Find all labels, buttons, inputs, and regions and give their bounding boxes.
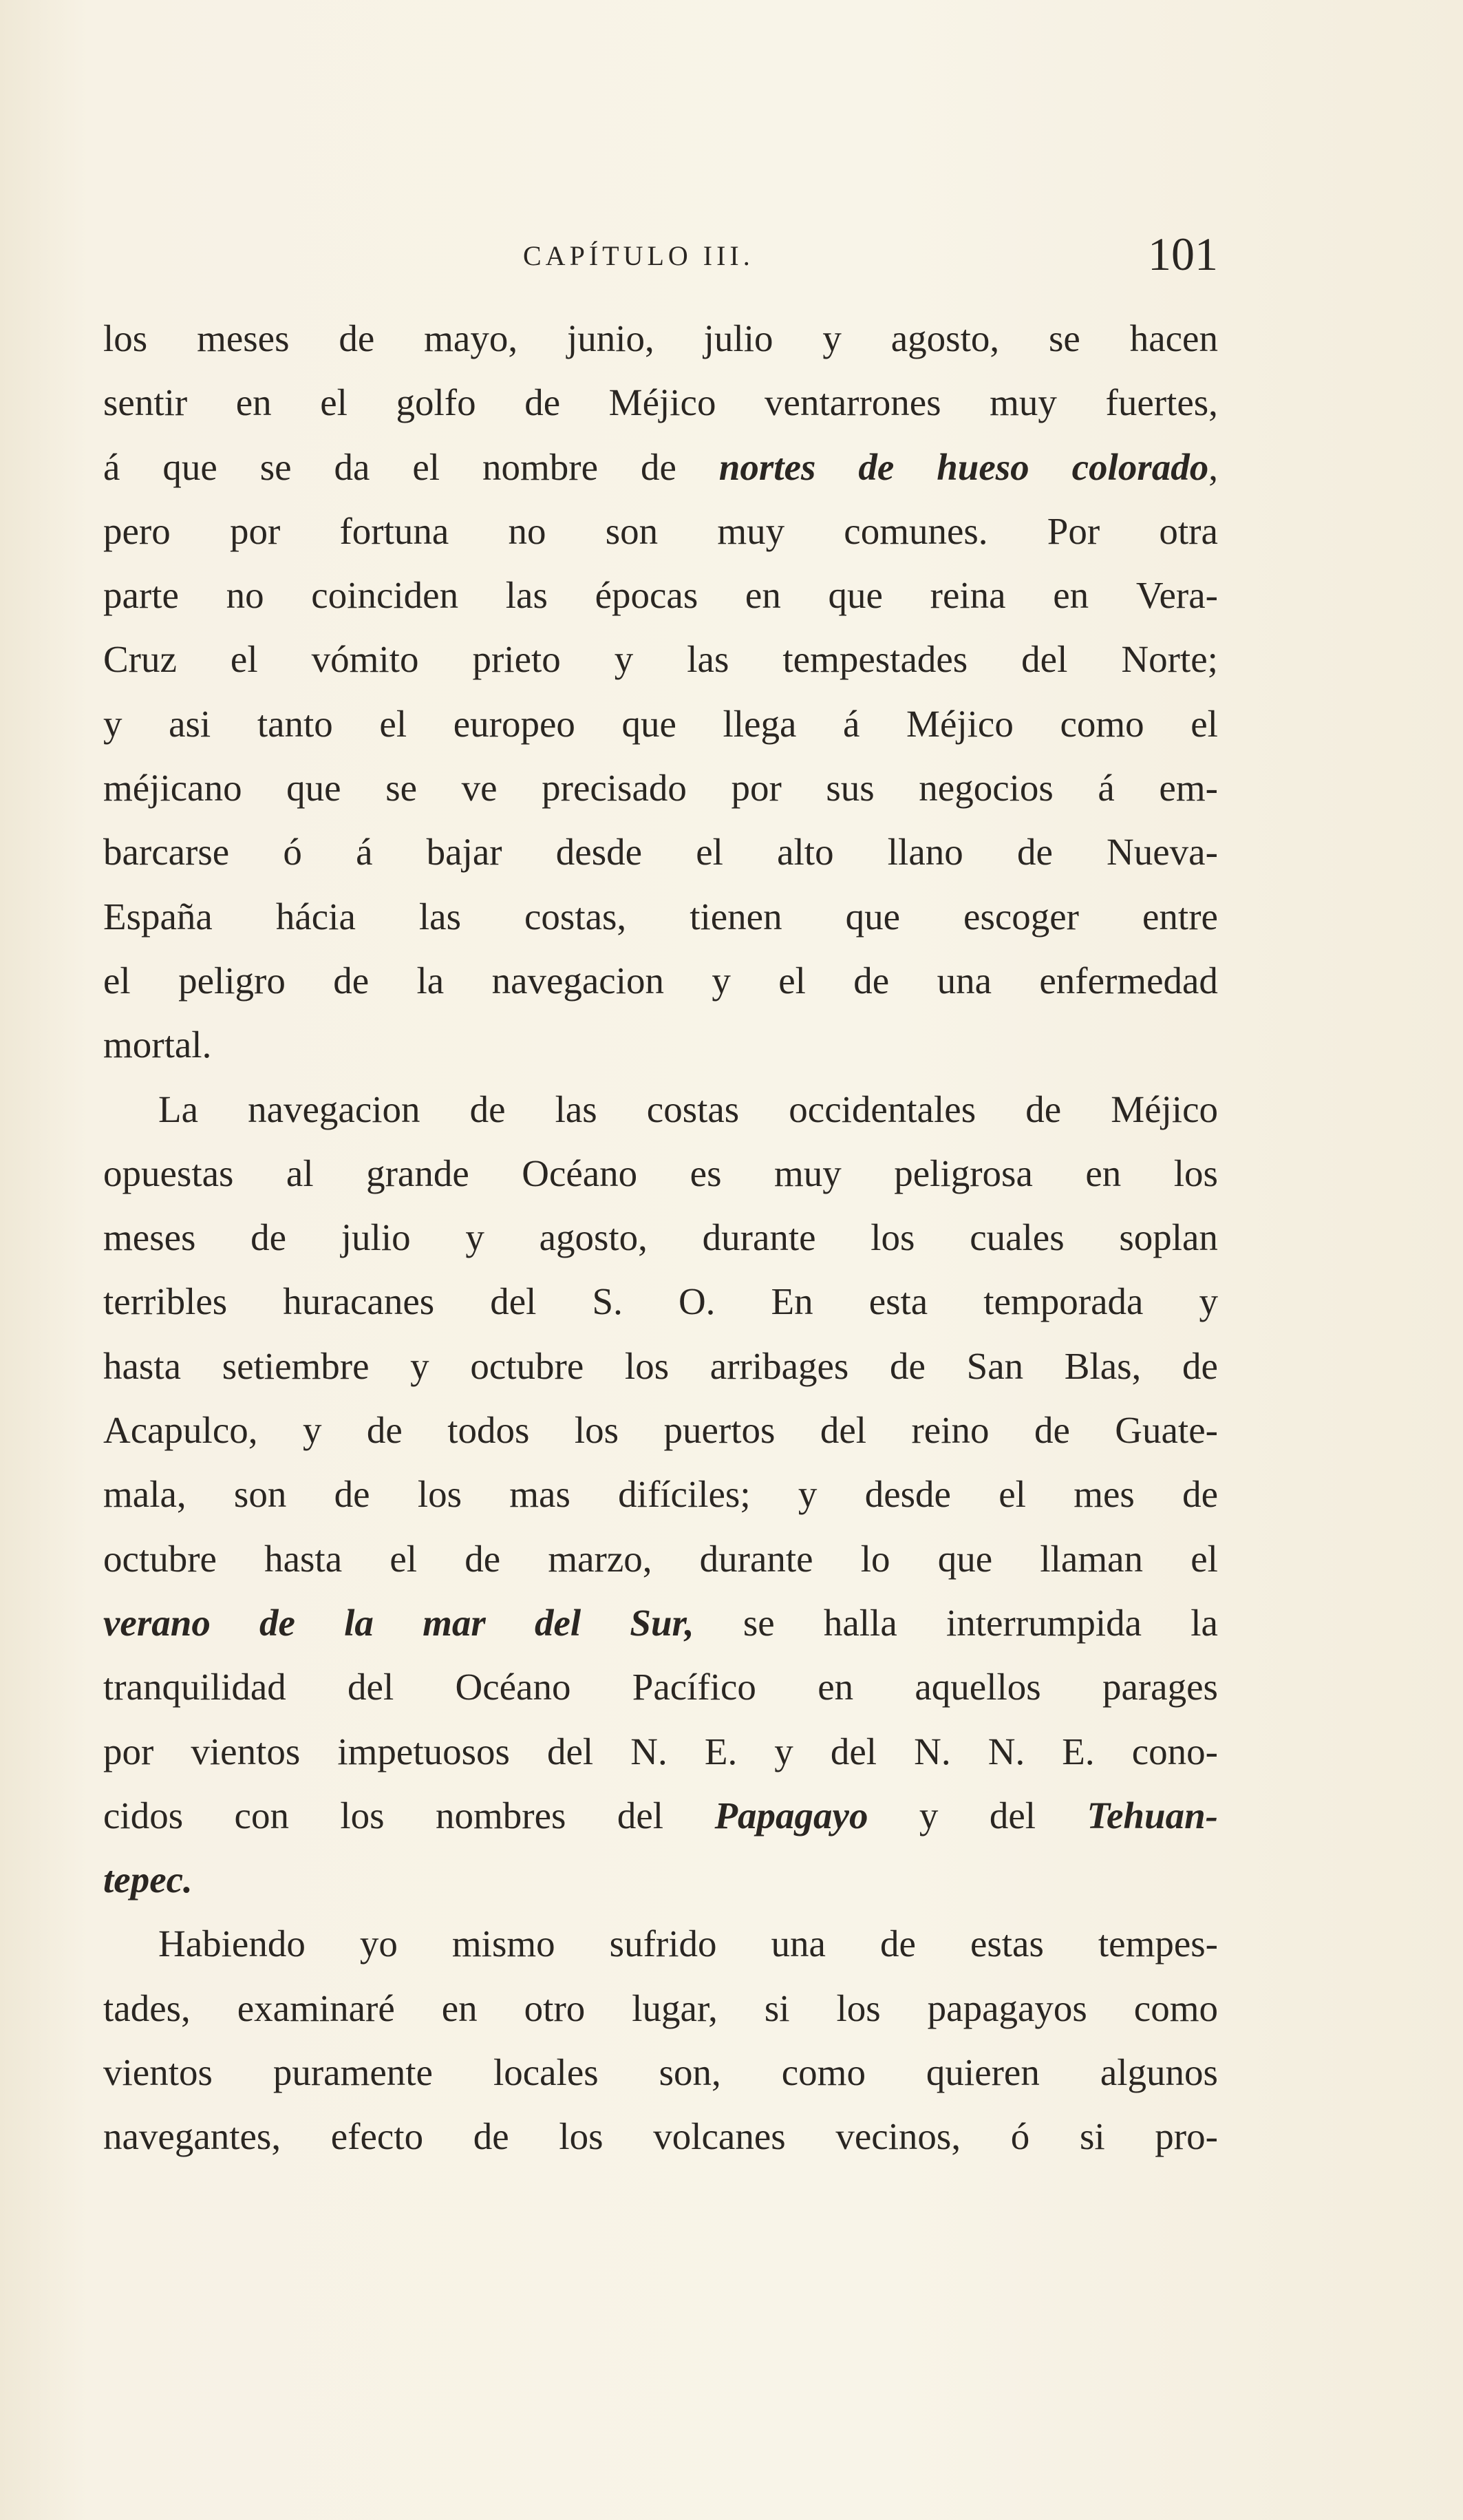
word: octubre (103, 1537, 217, 1580)
word: que (621, 702, 676, 745)
word: puertos (663, 1409, 776, 1452)
text-line (103, 1334, 1218, 1398)
word: el (412, 445, 440, 488)
text-line (103, 1269, 1218, 1333)
word: Vera- (1135, 574, 1218, 617)
word: tienen (690, 895, 782, 938)
word: por (731, 767, 782, 809)
word: Por (1047, 509, 1100, 552)
word: se (1049, 317, 1080, 359)
word: La (158, 1088, 199, 1130)
text-line (103, 1847, 1218, 1912)
word: Habiendo (158, 1923, 306, 1965)
word: julio (703, 317, 773, 359)
word: Papagayo (714, 1794, 868, 1836)
word: sufrido (609, 1923, 717, 1965)
word: Tehuan- (1087, 1794, 1218, 1836)
text-line (103, 2104, 1218, 2168)
word: el (1190, 702, 1218, 745)
word: puramente (273, 2051, 433, 2094)
word: papagayos (927, 1987, 1087, 2029)
word: de (333, 959, 370, 1002)
text-line (103, 435, 1218, 499)
word: costas, (524, 895, 627, 938)
word: lugar, (632, 1987, 718, 2029)
word: terribles (103, 1280, 228, 1323)
word: parte (103, 574, 179, 617)
word: reina (930, 574, 1006, 617)
word: escoger (963, 895, 1079, 938)
word: en (1053, 574, 1089, 617)
word: y (798, 1473, 818, 1516)
word: O. (678, 1280, 716, 1323)
word: alto (777, 831, 834, 873)
word: parages (1102, 1666, 1218, 1708)
word: otra (1159, 509, 1218, 552)
word: ventarrones (765, 381, 941, 424)
text-line (103, 499, 1218, 563)
word: lo (860, 1537, 890, 1580)
word: San (966, 1344, 1024, 1387)
word: quieren (926, 2051, 1040, 2094)
running-head: CAPÍTULO III. (523, 240, 754, 271)
word: efecto (330, 2115, 424, 2158)
word: aquellos (915, 1666, 1041, 1708)
word: una (937, 959, 992, 1002)
word: volcanes (653, 2115, 786, 2158)
word: hueso (937, 445, 1029, 488)
word: arribages (709, 1344, 849, 1387)
word: de (1182, 1473, 1218, 1516)
text-line (103, 306, 1218, 370)
word: al (286, 1152, 314, 1194)
word: de (1025, 1088, 1062, 1130)
word: por (229, 509, 281, 552)
word: á (843, 702, 860, 745)
word: Norte; (1121, 638, 1218, 681)
word: mes (1074, 1473, 1135, 1516)
word: las (505, 574, 548, 617)
word: cidos (103, 1794, 184, 1836)
word: llano (887, 831, 963, 873)
word: el (320, 381, 348, 424)
word: y (410, 1344, 429, 1387)
word: y (614, 638, 634, 681)
word: N. (630, 1730, 668, 1772)
word: y (465, 1216, 484, 1259)
word: del (820, 1409, 867, 1452)
word: hasta (264, 1537, 343, 1580)
word: enfermedad (1039, 959, 1218, 1002)
word: estas (970, 1923, 1044, 1965)
word: nortes (718, 445, 816, 488)
word: reino (911, 1409, 990, 1452)
word: el (379, 702, 407, 745)
word: nombre (482, 445, 598, 488)
word: del (547, 1730, 594, 1772)
word: desde (864, 1473, 951, 1516)
word: por (103, 1730, 154, 1772)
word: los (836, 1987, 881, 2029)
word: el (389, 1537, 418, 1580)
word: son, (659, 2051, 721, 2094)
word: que (286, 767, 341, 809)
word: sentir (103, 381, 188, 424)
word: prieto (472, 638, 561, 681)
text-line (103, 1462, 1218, 1526)
word: mala, (103, 1473, 186, 1516)
word: los (624, 1344, 670, 1387)
word: el (103, 959, 131, 1002)
word: N. (914, 1730, 951, 1772)
word: ó (283, 831, 302, 873)
word: hacen (1129, 317, 1218, 359)
word: temporada (983, 1280, 1144, 1323)
word: examinaré (237, 1987, 395, 2029)
word: mar (423, 1601, 486, 1644)
word: pero (103, 509, 171, 552)
word: méjicano (103, 767, 242, 809)
word: Blas, (1064, 1344, 1142, 1387)
word: el (999, 1473, 1026, 1516)
word: entre (1142, 895, 1218, 938)
word: grande (366, 1152, 469, 1194)
text-line (103, 1205, 1218, 1269)
word: los (871, 1216, 915, 1259)
word: E. (704, 1730, 738, 1772)
word: el (696, 831, 723, 873)
text-line (103, 1912, 1218, 1976)
text-line (103, 2040, 1218, 2104)
word: agosto, (890, 317, 1000, 359)
word: y (712, 959, 731, 1002)
word: peligro (178, 959, 286, 1002)
word: de (524, 381, 561, 424)
word: fortuna (339, 509, 449, 552)
word: con (234, 1794, 289, 1836)
body-text (103, 306, 1218, 2169)
word: mas (509, 1473, 570, 1516)
word: del (490, 1280, 537, 1323)
word: durante (702, 1216, 816, 1259)
text-line (103, 627, 1218, 691)
word: impetuosos (337, 1730, 510, 1772)
word: tempes- (1098, 1923, 1218, 1965)
word: si (764, 1987, 790, 2029)
word: del (617, 1794, 664, 1836)
word: y (103, 702, 122, 745)
word: como (1133, 1987, 1218, 2029)
word: esta (868, 1280, 928, 1323)
word: da (334, 445, 370, 488)
word: tades, (103, 1987, 191, 2029)
word: bajar (426, 831, 502, 873)
word: no (508, 509, 546, 552)
word: los (1173, 1152, 1218, 1194)
word: las (418, 895, 461, 938)
page-header (103, 227, 1218, 289)
word: son (605, 509, 659, 552)
text-line (103, 1591, 1218, 1655)
word: costas (646, 1088, 740, 1130)
word: muy (990, 381, 1057, 424)
word: y (1199, 1280, 1218, 1323)
word: em- (1159, 767, 1218, 809)
word: coinciden (311, 574, 459, 617)
word: Nueva- (1107, 831, 1218, 873)
word: pro- (1155, 2115, 1218, 2158)
word: locales (493, 2051, 599, 2094)
text-line (103, 1719, 1218, 1783)
word: épocas (595, 574, 698, 617)
word: vientos (191, 1730, 301, 1772)
word: Méjico (906, 702, 1014, 745)
word: no (226, 574, 264, 617)
word: que (162, 445, 217, 488)
word: á (356, 831, 373, 873)
word: los (417, 1473, 462, 1516)
word: navegantes, (103, 2115, 281, 2158)
word: muy (773, 1152, 842, 1194)
word: verano (103, 1601, 211, 1644)
word: las (687, 638, 729, 681)
word: de (879, 1923, 916, 1965)
word: el (230, 638, 258, 681)
text-line (103, 1527, 1218, 1591)
word: los (574, 1409, 619, 1452)
word: golfo (396, 381, 476, 424)
text-line (103, 1976, 1218, 2040)
word: nombres (435, 1794, 566, 1836)
word: y (302, 1409, 322, 1452)
word: del (1021, 638, 1068, 681)
word: navegacion (491, 959, 664, 1002)
word: que (845, 895, 901, 938)
word: de (250, 1216, 287, 1259)
word: Méjico (1111, 1088, 1218, 1130)
text-line (103, 1013, 1218, 1077)
word: vientos (103, 2051, 213, 2094)
word: se (385, 767, 418, 809)
word: de (334, 1473, 370, 1516)
word: de (339, 317, 375, 359)
text-line (103, 1398, 1218, 1462)
word: desde (555, 831, 643, 873)
word: es (690, 1152, 722, 1194)
word: meses (103, 1216, 196, 1259)
word: ve (461, 767, 498, 809)
word: en (818, 1666, 854, 1708)
text-line (103, 1141, 1218, 1205)
word: los (103, 317, 148, 359)
word: tanto (257, 702, 333, 745)
text-line (103, 563, 1218, 627)
word: y (774, 1730, 793, 1772)
word: del (830, 1730, 877, 1772)
word: se (259, 445, 292, 488)
word: asi (169, 702, 211, 745)
word: el (778, 959, 806, 1002)
word: si (1079, 2115, 1105, 2158)
word: otro (524, 1987, 586, 2029)
word: interrumpida (946, 1601, 1142, 1644)
word: octubre (470, 1344, 584, 1387)
word: fuertes, (1105, 381, 1218, 424)
word: cuales (970, 1216, 1065, 1259)
word: colorado, (1071, 445, 1218, 488)
word: de (640, 445, 676, 488)
word: opuestas (103, 1152, 234, 1194)
word: la (1190, 1601, 1218, 1644)
word: difíciles; (618, 1473, 751, 1516)
text-line (103, 692, 1218, 756)
word: del (348, 1666, 394, 1708)
word: cono- (1131, 1730, 1218, 1772)
word: vecinos, (835, 2115, 961, 2158)
word: y (919, 1794, 939, 1836)
word: en (1085, 1152, 1122, 1194)
word: de (366, 1409, 403, 1452)
word: algunos (1100, 2051, 1218, 2094)
word: llega (723, 702, 797, 745)
word: de (1034, 1409, 1070, 1452)
word: Cruz (103, 638, 177, 681)
word: barcarse (103, 831, 230, 873)
word: y (822, 317, 842, 359)
word: á (103, 445, 120, 488)
word: hasta (103, 1344, 182, 1387)
word: como (1060, 702, 1144, 745)
word: muy (717, 509, 785, 552)
word: tempestades (782, 638, 968, 681)
word: de (890, 1344, 926, 1387)
word: la (344, 1601, 374, 1644)
word: los (559, 2115, 604, 2158)
word: Océano (522, 1152, 638, 1194)
word: los (340, 1794, 385, 1836)
word: huracanes (283, 1280, 435, 1323)
word: son (233, 1473, 287, 1516)
word: de (858, 445, 895, 488)
word: junio, (566, 317, 654, 359)
word: meses (197, 317, 290, 359)
word: se (743, 1601, 775, 1644)
word: negocios (919, 767, 1054, 809)
word: S. (592, 1280, 623, 1323)
word: Acapulco, (103, 1409, 258, 1452)
word: Sur, (630, 1601, 694, 1644)
text-line (103, 1655, 1218, 1719)
word: Guate- (1115, 1409, 1218, 1452)
word: de (1182, 1344, 1218, 1387)
word: marzo, (548, 1537, 652, 1580)
text-line (103, 1783, 1218, 1847)
word: yo (359, 1923, 398, 1965)
word: el (1190, 1537, 1218, 1580)
word: sus (826, 767, 875, 809)
word: occidentales (789, 1088, 976, 1130)
word: España (103, 895, 213, 938)
word: comunes. (844, 509, 988, 552)
word: tepec. (103, 1859, 193, 1901)
word: setiembre (222, 1344, 370, 1387)
word: agosto, (539, 1216, 648, 1259)
text-line (103, 949, 1218, 1013)
word: de (1016, 831, 1053, 873)
text-line (103, 885, 1218, 949)
word: de (473, 2115, 509, 2158)
word: tranquilidad (103, 1666, 286, 1708)
word: del (989, 1794, 1036, 1836)
word: de (464, 1537, 501, 1580)
word: peligrosa (894, 1152, 1033, 1194)
word: E. (1062, 1730, 1095, 1772)
word: Océano (455, 1666, 571, 1708)
word: en (235, 381, 272, 424)
word: una (771, 1923, 826, 1965)
word: en (745, 574, 781, 617)
page-number: 101 (1148, 228, 1218, 280)
word: mismo (451, 1923, 555, 1965)
word: julio (341, 1216, 411, 1259)
text-line (103, 1077, 1218, 1141)
word: navegacion (248, 1088, 420, 1130)
word: precisado (542, 767, 687, 809)
word: En (771, 1280, 813, 1323)
text-line (103, 756, 1218, 820)
word: halla (823, 1601, 897, 1644)
word: ó (1010, 2115, 1030, 2158)
word: la (416, 959, 445, 1002)
word: Méjico (608, 381, 716, 424)
word: como (781, 2051, 866, 2094)
word: en (441, 1987, 478, 2029)
word: mayo, (424, 317, 518, 359)
word: todos (447, 1409, 530, 1452)
word: hácia (275, 895, 356, 938)
word: las (555, 1088, 597, 1130)
word: á (1098, 767, 1115, 809)
word: europeo (453, 702, 575, 745)
word: del (534, 1601, 581, 1644)
word: que (937, 1537, 993, 1580)
word: mortal. (103, 1024, 212, 1066)
word: durante (699, 1537, 813, 1580)
word: vómito (311, 638, 419, 681)
word: N. (987, 1730, 1025, 1772)
word: soplan (1119, 1216, 1218, 1259)
word: Pacífico (632, 1666, 756, 1708)
word: de (853, 959, 890, 1002)
word: que (828, 574, 883, 617)
word: llaman (1040, 1537, 1144, 1580)
word: de (469, 1088, 506, 1130)
word: de (259, 1601, 295, 1644)
text-line (103, 820, 1218, 884)
text-line (103, 370, 1218, 434)
